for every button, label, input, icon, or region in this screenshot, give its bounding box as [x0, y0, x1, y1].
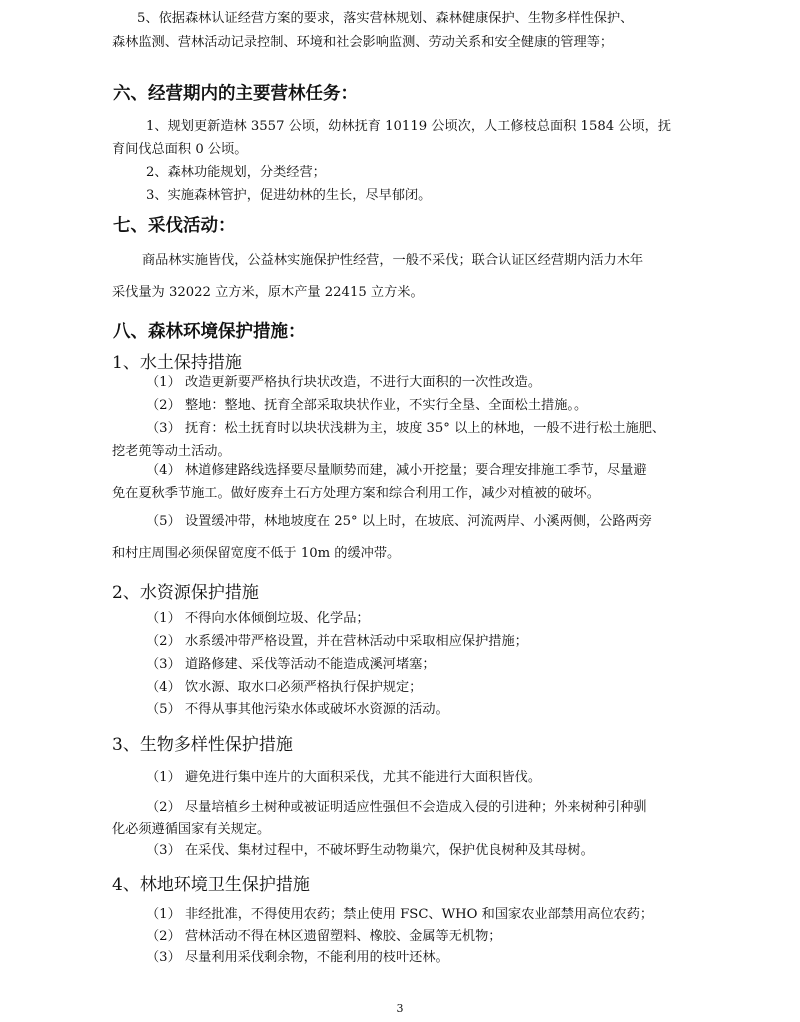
list-item: （2） 整地：整地、抚育全部采取块状作业，不实行全垦、全面松土措施。。: [146, 398, 588, 413]
list-item: （3） 抚育：松土抚育时以块状浅耕为主，坡度 35° 以上的林地，一般不进行松土施肥、: [146, 421, 666, 436]
subsection-heading: 3、生物多样性保护措施: [112, 735, 293, 755]
list-item: （1） 不得向水体倾倒垃圾、化学品；: [146, 611, 370, 626]
page-number: 3: [396, 1002, 404, 1015]
paragraph-line: 森林监测、营林活动记录控制、环境和社会影响监测、劳动关系和安全健康的管理等；: [112, 35, 614, 50]
list-item: （4） 林道修建路线选择要尽量顺势而建，减小开挖量；要合理安排施工季节，尽量避: [146, 463, 647, 478]
section-heading: 七、采伐活动：: [113, 216, 236, 236]
list-item: （2） 营林活动不得在林区遗留塑料、橡胶、金属等无机物；: [146, 929, 502, 944]
list-item: （1） 避免进行集中连片的大面积采伐，尤其不能进行大面积皆伐。: [146, 770, 542, 785]
subsection-heading: 2、水资源保护措施: [112, 583, 259, 603]
list-item-continuation: 和村庄周围必须保留宽度不低于 10m 的缓冲带。: [112, 546, 401, 561]
list-item: （5） 设置缓冲带，林地坡度在 25° 以上时，在坡底、河流两岸、小溪两侧，公路两旁: [146, 514, 652, 529]
list-item: （2） 尽量培植乡土树种或被证明适应性强但不会造成入侵的引进种；外来树种引种驯: [146, 800, 647, 815]
paragraph-line: 3、实施森林管护，促进幼林的生长，尽早郁闭。: [146, 188, 432, 203]
paragraph-line: 1、规划更新造林 3557 公顷，幼林抚育 10119 公顷次，人工修枝总面积 1584 公顷，抚: [146, 119, 672, 134]
subsection-heading: 4、林地环境卫生保护措施: [112, 875, 310, 895]
list-item: （5） 不得从事其他污染水体或破坏水资源的活动。: [146, 702, 449, 717]
paragraph-line: 2、森林功能规划，分类经营；: [146, 165, 326, 180]
list-item: （3） 在采伐、集材过程中，不破坏野生动物巢穴，保护优良树种及其母树。: [146, 843, 594, 858]
list-item: （4） 饮水源、取水口必须严格执行保护规定；: [146, 680, 423, 695]
paragraph-line: 商品林实施皆伐，公益林实施保护性经营，一般不采伐；联合认证区经营期内活力木年: [142, 253, 644, 268]
section-heading: 六、经营期内的主要营林任务：: [113, 84, 358, 104]
list-item-continuation: 免在夏秋季节施工。做好废弃土石方处理方案和综合利用工作，减少对植被的破坏。: [112, 486, 600, 501]
list-item: （2） 水系缓冲带严格设置，并在营林活动中采取相应保护措施；: [146, 634, 528, 649]
paragraph-line: 采伐量为 32022 立方米，原木产量 22415 立方米。: [112, 285, 424, 300]
list-item-continuation: 挖老蔸等动土活动。: [112, 444, 231, 459]
list-item: （1） 非经批准，不得使用农药；禁止使用 FSC、WHO 和国家农业部禁用高位农药；: [146, 907, 654, 922]
paragraph-line: 育间伐总面积 0 公顷。: [112, 142, 248, 157]
paragraph-line: 5、依据森林认证经营方案的要求，落实营林规划、森林健康保护、生物多样性保护、: [137, 11, 634, 26]
list-item-continuation: 化必须遵循国家有关规定。: [112, 822, 271, 837]
subsection-heading: 1、水土保持措施: [112, 353, 242, 373]
list-item: （3） 尽量利用采伐剩余物，不能利用的枝叶还林。: [146, 950, 449, 965]
list-item: （3） 道路修建、采伐等活动不能造成溪河堵塞；: [146, 657, 436, 672]
section-heading: 八、森林环境保护措施：: [113, 322, 306, 342]
list-item: （1） 改造更新要严格执行块状改造，不进行大面积的一次性改造。: [146, 375, 542, 390]
